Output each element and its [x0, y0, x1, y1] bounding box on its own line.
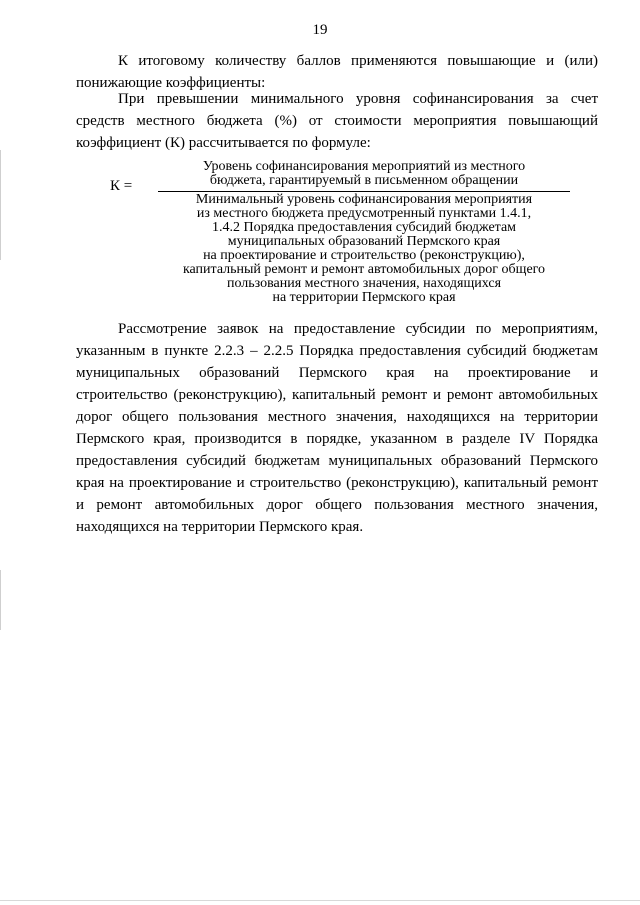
denominator-line: на территории Пермского края [272, 290, 456, 305]
numerator-line: Уровень софинансирования мероприятий из местного [202, 159, 526, 174]
formula-numerator [158, 160, 570, 190]
denominator-line: на проектирование и строительство (реконструкцию), [203, 248, 525, 263]
scan-edge-mark [0, 570, 1, 630]
denominator-line: муниципальных образований Пермского края [227, 234, 501, 249]
denominator-line: пользования местного значения, находящихся [226, 276, 502, 291]
formula-fraction [158, 160, 570, 305]
paragraph-2-text: При превышении минимального уровня софинансирования за счет средств местного бюджета (%) от стоимости мероприятия повышающий коэффициент (К) рассчитывается по формуле: [76, 91, 598, 151]
formula-k-label: К = [110, 178, 133, 194]
numerator-line: бюджета, гарантируемый в письменном обращении [209, 173, 519, 188]
coefficient-formula [110, 159, 570, 305]
scan-edge-mark [0, 150, 1, 260]
denominator-line: Минимальный уровень софинансирования мероприятия [195, 192, 533, 207]
denominator-line: из местного бюджета предусмотренный пунктами 1.4.1, [196, 206, 532, 221]
scan-bottom-edge [0, 900, 640, 901]
paragraph-3-text: Рассмотрение заявок на предоставление субсидии по мероприятиям, указанным в пункте 2.2.3 – 2.2.5 Порядка предоставления субсидий бюджетам муниципальных образований Пермского края на проектирование и строительство (реконструкцию), капитальный ремонт и ремонт автомобильных дорог общего пользования местного значения, находящихся на территории Пермского края, производится в порядке, указанном в разделе IV Порядка предоставления субсидий бюджетам муниципальных образований Пермского края на проектирование и строительство (реконструкцию), капитальный ремонт и ремонт автомобильных дорог общего пользования местного значения, находящихся на территории Пермского края. [76, 321, 598, 535]
paragraph-application-review [76, 318, 598, 538]
formula-denominator [158, 193, 570, 305]
paragraph-formula-intro [76, 88, 598, 154]
denominator-line: 1.4.2 Порядка предоставления субсидий бюджетам [211, 220, 517, 235]
paragraph-1-text: К итоговому количеству баллов применяются повышающие и (или) понижающие коэффициенты: [76, 53, 598, 91]
denominator-line: капитальный ремонт и ремонт автомобильных дорог общего [182, 262, 546, 277]
page-number: 19 [312, 22, 328, 38]
